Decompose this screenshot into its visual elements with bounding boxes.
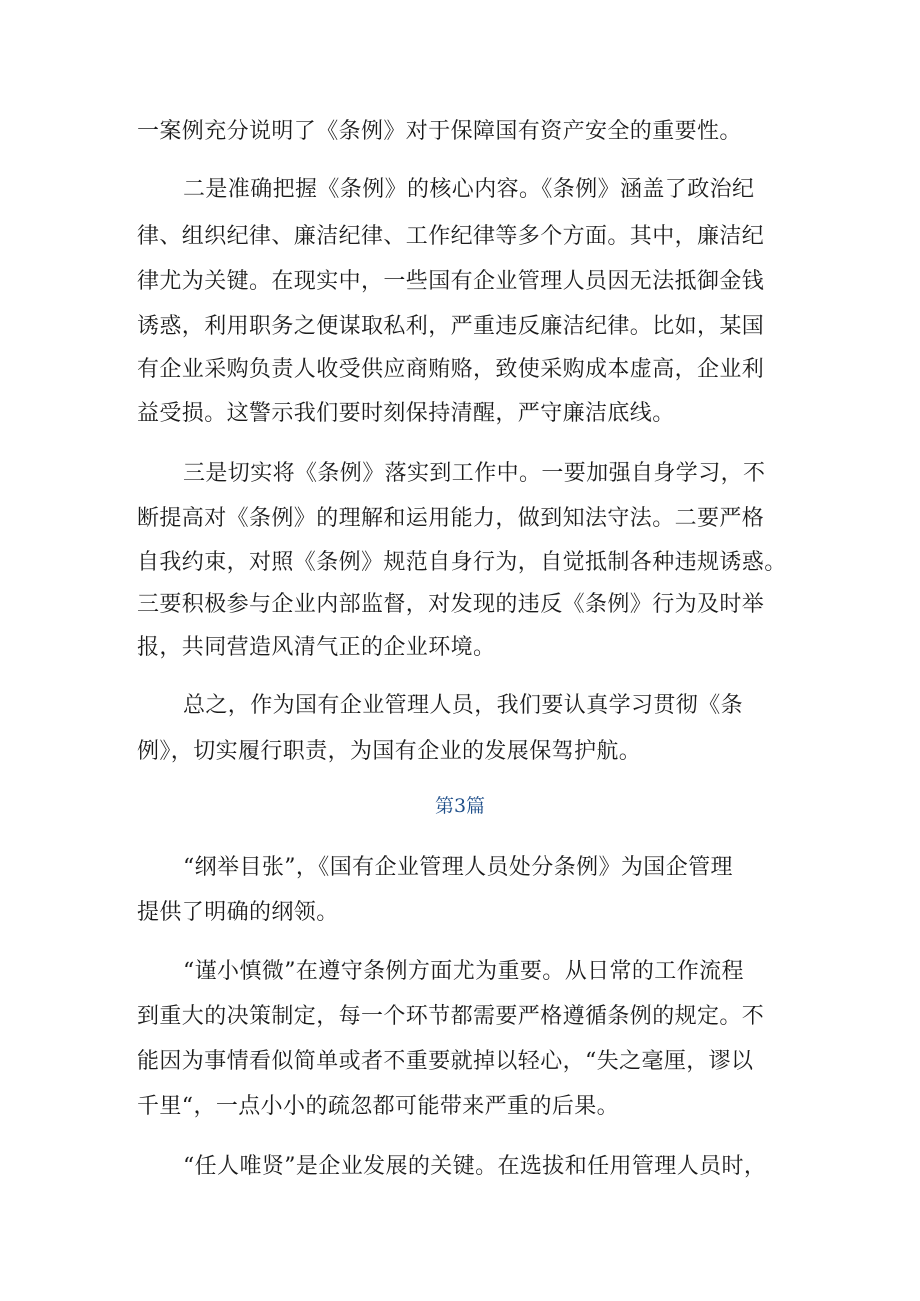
text-line: 有企业采购负责人收受供应商贿赂，致使采购成本虚高，企业利 [137,357,765,382]
text-line: 一案例充分说明了《条例》对于保障国有资产安全的重要性。 [137,119,742,144]
text-line: 三是切实将《条例》落实到工作中。一要加强自身学习，不 [183,461,766,486]
text-line: 律尤为关键。在现实中，一些国有企业管理人员因无法抵御金钱 [137,269,765,294]
text-line: 千里“，一点小小的疏忽都可能带来严重的后果。 [137,1094,620,1119]
text-line: 到重大的决策制定，每一个环节都需要严格遵循条例的规定。不 [137,1004,765,1029]
text-line: 提供了明确的纲领。 [137,900,339,925]
text-line: “纲举目张”，《国有企业管理人员处分条例》为国企管理 [183,855,733,880]
text-line: “任人唯贤”是企业发展的关键。在选拔和任用管理人员时， [183,1154,767,1179]
text-line: “谨小慎微”在遵守条例方面尤为重要。从日常的工作流程 [183,959,744,984]
text-line: 自我约束，对照《条例》规范自身行为，自觉抵制各种违规诱惑。 [137,550,787,575]
text-line: 断提高对《条例》的理解和运用能力，做到知法守法。二要严格 [137,506,765,531]
text-line: 律、组织纪律、廉洁纪律、工作纪律等多个方面。其中，廉洁纪 [137,224,765,249]
text-line: 报，共同营造风清气正的企业环境。 [137,635,496,660]
text-line: 诱惑，利用职务之便谋取私利，严重违反廉洁纪律。比如，某国 [137,314,765,339]
section-heading: 第3篇 [434,795,486,817]
text-line: 三要积极参与企业内部监督，对发现的违反《条例》行为及时举 [137,592,765,617]
text-line: 总之，作为国有企业管理人员，我们要认真学习贯彻《条 [183,693,744,718]
text-line: 二是准确把握《条例》的核心内容。《条例》涵盖了政治纪 [183,177,755,202]
text-line: 例》，切实履行职责，为国有企业的发展保驾护航。 [137,739,642,764]
text-line: 益受损。这警示我们要时刻保持清醒，严守廉洁底线。 [137,401,675,426]
text-line: 能因为事情看似简单或者不重要就掉以轻心，“失之毫厘，谬以 [137,1049,754,1074]
